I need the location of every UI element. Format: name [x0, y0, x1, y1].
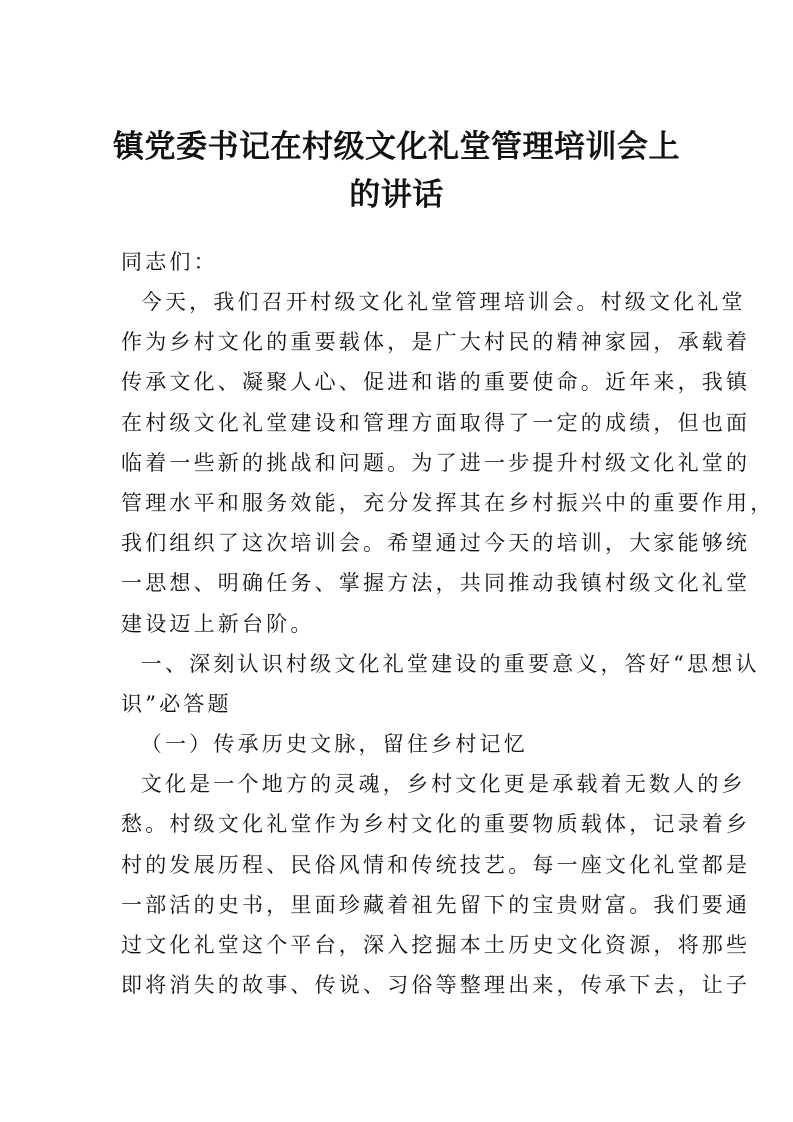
section-heading-line: 识”必答题 — [121, 691, 232, 716]
body-line: 过文化礼堂这个平台，深入挖掘本土历史文化资源，将那些 — [121, 933, 751, 957]
body-line: 我们组织了这次培训会。希望通过今天的培训，大家能够统 — [121, 531, 751, 556]
body-line: 传承文化、凝聚人心、促进和谐的重要使命。近年来，我镇 — [121, 370, 751, 395]
body-line: 即将消失的故事、传说、习俗等整理出来，传承下去，让子 — [121, 973, 751, 998]
document-title-line-2: 的讲话 — [349, 177, 444, 213]
body-line: 村的发展历程、民俗风情和传统技艺。每一座文化礼堂都是 — [121, 852, 751, 877]
body-line: 一思想、明确任务、掌握方法，共同推动我镇村级文化礼堂 — [121, 571, 751, 596]
body-line: 文化是一个地方的灵魂，乡村文化更是承载着无数人的乡 — [121, 772, 746, 797]
body-line: 愁。村级文化礼堂作为乡村文化的重要物质载体，记录着乡 — [121, 812, 751, 837]
greeting: 同志们： — [121, 250, 218, 274]
document-body — [121, 282, 775, 1005]
section-heading-line: 一、深刻认识村级文化礼堂建设的重要意义，答好“思想认 — [121, 651, 760, 676]
subsection-heading: （一）传承历史文脉，留住乡村记忆 — [121, 732, 528, 757]
body-line: 临着一些新的挑战和问题。为了进一步提升村级文化礼堂的 — [121, 450, 751, 475]
body-line: 在村级文化礼堂建设和管理方面取得了一定的成绩，但也面 — [121, 410, 751, 435]
body-line: 作为乡村文化的重要载体，是广大村民的精神家园，承载着 — [121, 330, 751, 355]
body-line: 建设迈上新台阶。 — [121, 611, 315, 636]
body-line: 一部活的史书，里面珍藏着祖先留下的宝贵财富。我们要通 — [121, 892, 751, 917]
body-line: 管理水平和服务效能，充分发挥其在乡村振兴中的重要作用， — [121, 490, 775, 515]
document-title-line-1: 镇党委书记在村级文化礼堂管理培训会上 — [113, 129, 680, 165]
body-line: 今天，我们召开村级文化礼堂管理培训会。村级文化礼堂 — [121, 290, 746, 314]
